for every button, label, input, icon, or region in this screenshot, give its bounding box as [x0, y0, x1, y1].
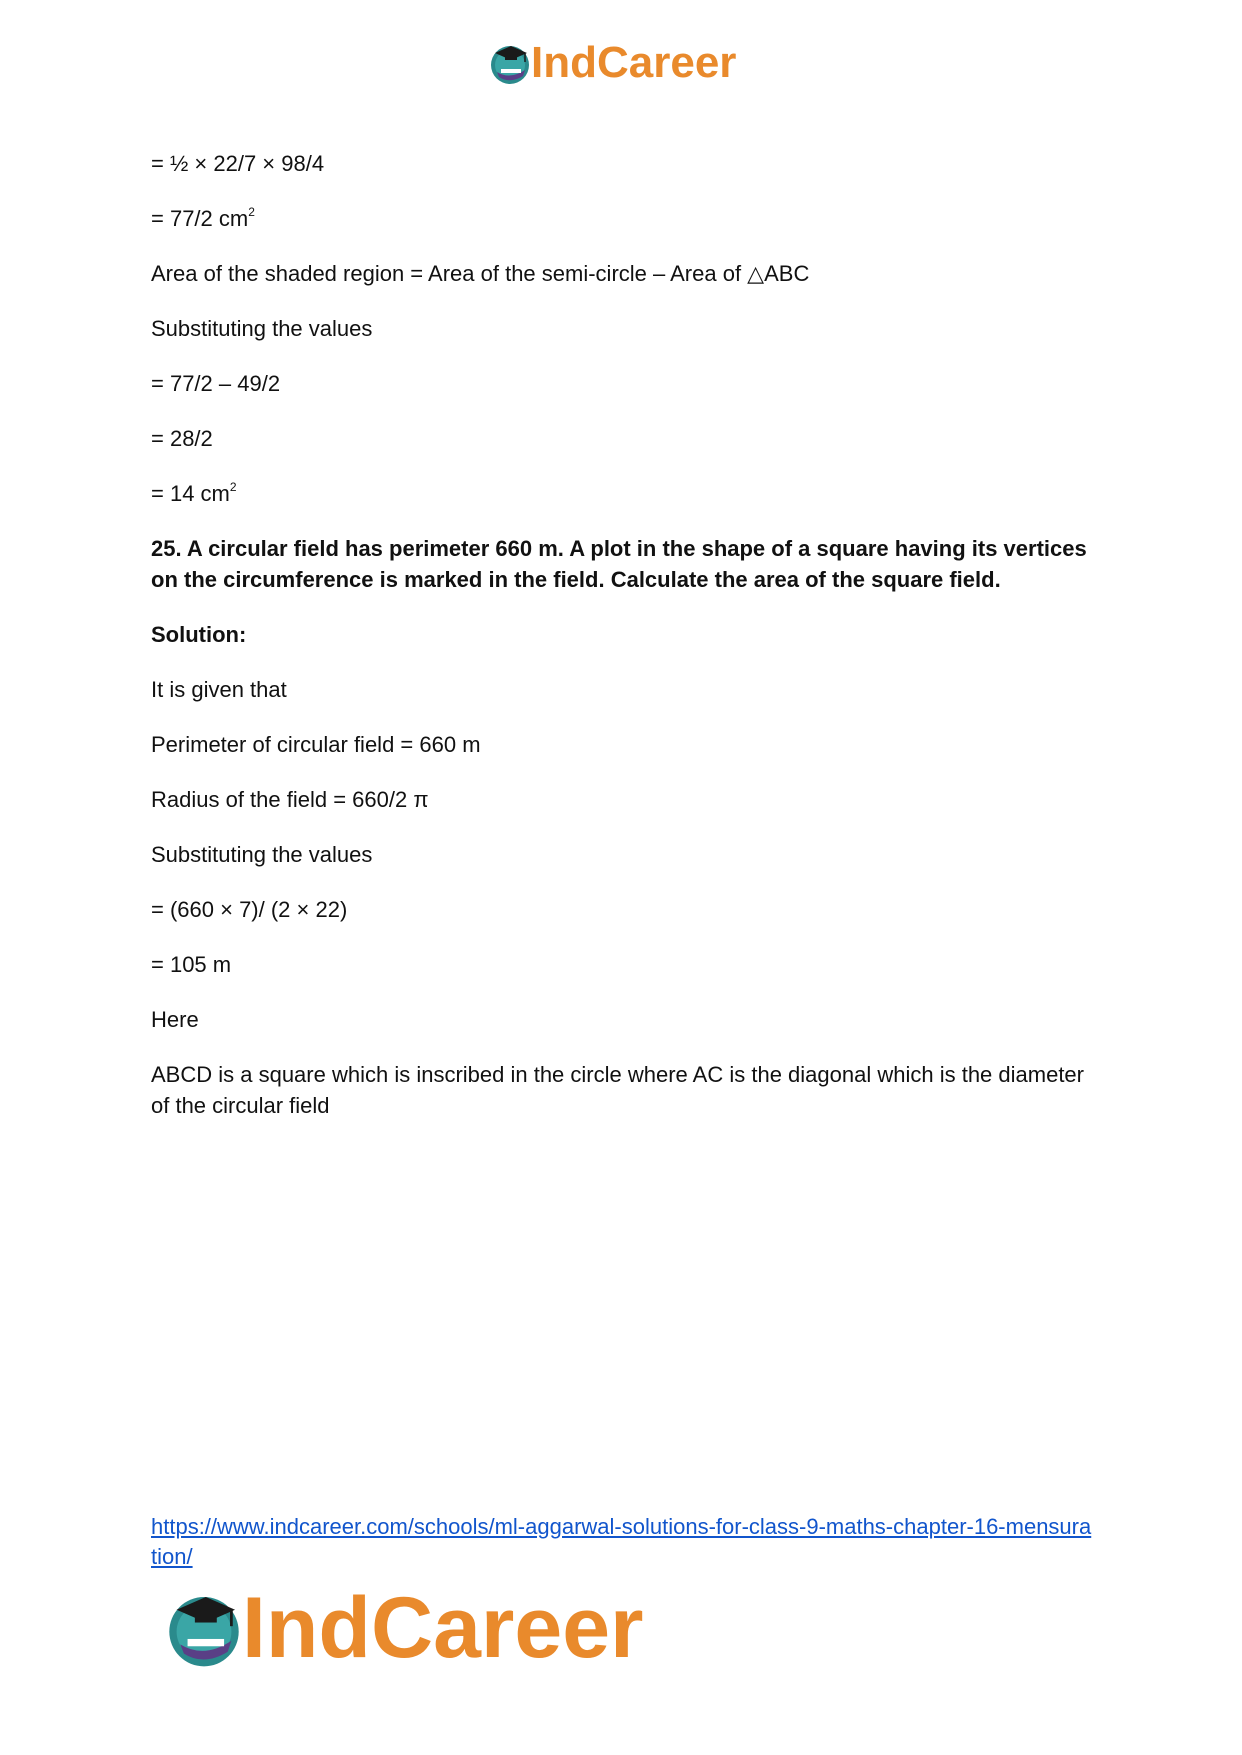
- superscript: 2: [229, 480, 237, 494]
- text-line: Substituting the values: [151, 842, 373, 867]
- text-line: Substituting the values: [151, 316, 373, 341]
- equation-line: = (660 × 7)/ (2 × 22): [151, 897, 348, 922]
- header-logo: [487, 40, 736, 86]
- text-line: Perimeter of circular field = 660 m: [151, 732, 481, 757]
- footer-logo: [162, 1580, 644, 1676]
- globe-graduation-cap-icon: [162, 1586, 246, 1670]
- question-text: 25. A circular field has perimeter 660 m. A plot in the shape of a square having its vertices on the circumference is marked in the field. Calculate the area of the square field.: [151, 536, 1087, 592]
- text-line: Radius of the field = 660/2 π: [151, 787, 429, 812]
- equation-line: = 28/2: [151, 426, 213, 451]
- source-link[interactable]: https://www.indcareer.com/schools/ml-aggarwal-solutions-for-class-9-maths-chapter-16-mensuration/: [151, 1514, 1092, 1569]
- document-body: [151, 148, 1096, 1121]
- final-paragraph: ABCD is a square which is inscribed in the circle where AC is the diagonal which is the diameter of the circular field: [151, 1062, 1084, 1118]
- text-line: Here: [151, 1007, 199, 1032]
- equation-line: = 105 m: [151, 952, 232, 977]
- logo-text: IndCareer: [242, 1580, 644, 1676]
- solution-label: Solution:: [151, 622, 247, 647]
- text-line: It is given that: [151, 677, 287, 702]
- text-line: Area of the shaded region = Area of the semi-circle – Area of △ABC: [151, 261, 810, 286]
- globe-graduation-cap-icon: [487, 40, 533, 86]
- logo-text: IndCareer: [531, 38, 737, 87]
- equation-line: = 77/2 $cm^2$: [151, 205, 255, 231]
- equation-line: = 14 $cm^2$: [151, 480, 237, 506]
- superscript: 2: [248, 205, 255, 219]
- equation-line: = 77/2 – 49/2: [151, 371, 281, 396]
- equation-line: = ½ × 22/7 × 98/4: [151, 151, 325, 176]
